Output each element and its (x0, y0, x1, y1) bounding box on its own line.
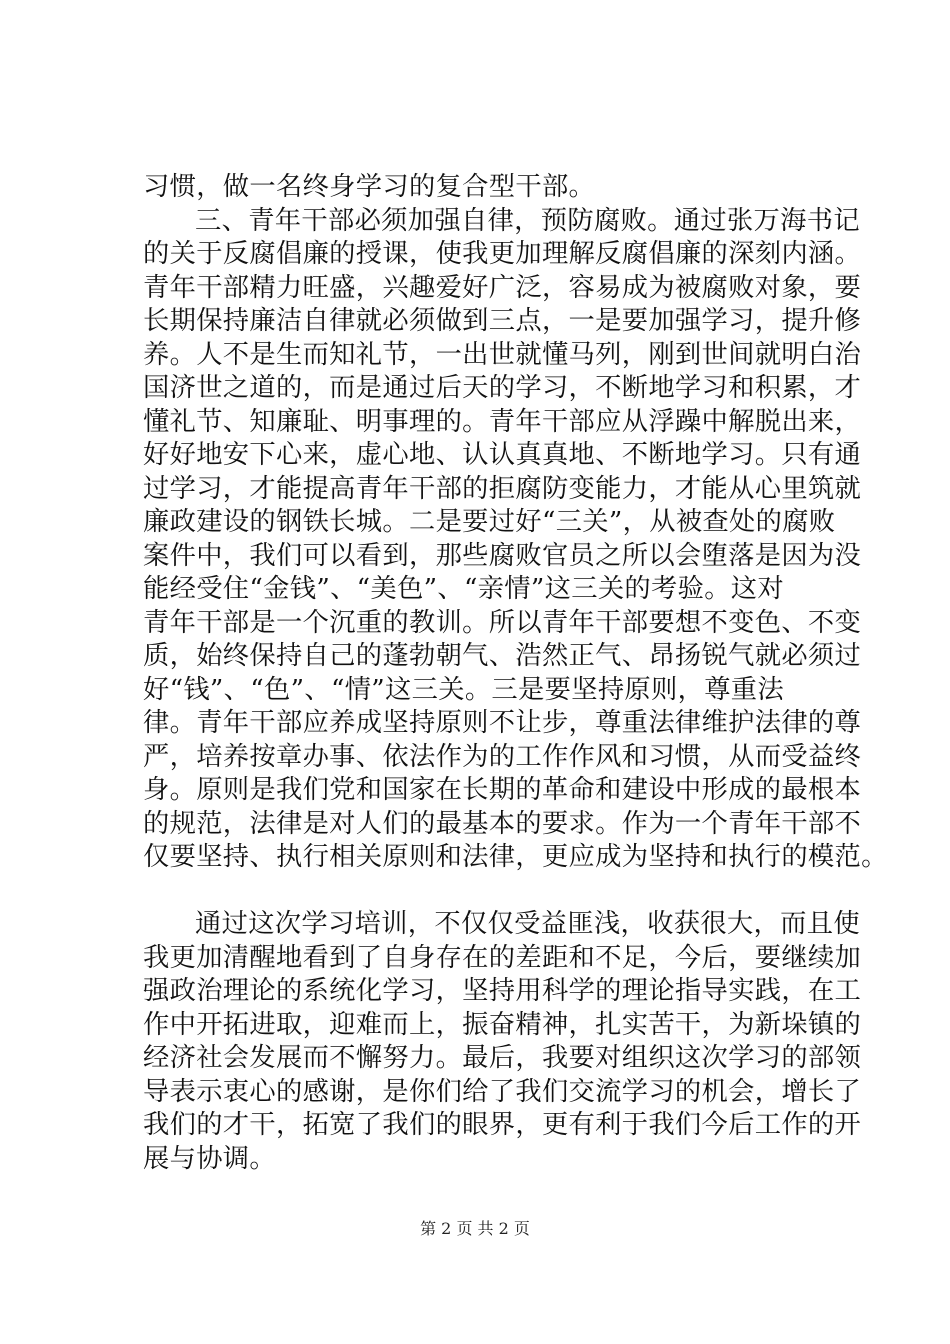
text-line: 长期保持廉洁自律就必须做到三点，一是要加强学习，提升修 (143, 306, 862, 336)
text-line: 养。人不是生而知礼节，一出世就懂马列，刚到世间就明白治 (143, 339, 862, 370)
text-line: 经济社会发展而不懈努力。最后，我要对组织这次学习的部领 (143, 1043, 862, 1073)
text-line: 严，培养按章办事、依法作为的工作作风和习惯，从而受益终 (143, 741, 862, 772)
text-line: 通过这次学习培训，不仅仅受益匪浅，收获很大，而且使 (195, 909, 860, 939)
text-line: 我们的才干，拓宽了我们的眼界，更有利于我们今后工作的开 (143, 1110, 862, 1140)
text-line: 过学习，才能提高青年干部的拒腐防变能力，才能从心里筑就 (143, 473, 862, 504)
text-line: 展与协调。 (143, 1143, 276, 1174)
paragraph (143, 205, 888, 875)
text-line: 三、青年干部必须加强自律，预防腐败。通过张万海书记 (195, 205, 860, 236)
text-line: 好好地安下心来，虚心地、认认真真地、不断地学习。只有通 (143, 440, 862, 470)
text-line: 廉政建设的钢铁长城。二是要过好“三关”，从被查处的腐败 (143, 507, 836, 537)
text-line: 的关于反腐倡廉的授课，使我更加理解反腐倡廉的深刻内涵。 (143, 239, 862, 269)
text-line: 能经受住“金钱”、“美色”、“亲情”这三关的考验。这对 (143, 574, 784, 604)
text-line: 身。原则是我们党和国家在长期的革命和建设中形成的最根本 (143, 775, 862, 805)
text-line: 强政治理论的系统化学习，坚持用科学的理论指导实践，在工 (143, 976, 862, 1006)
text-line: 懂礼节、知廉耻、明事理的。青年干部应从浮躁中解脱出来， (143, 406, 862, 437)
text-line: 作中开拓进取，迎难而上，振奋精神，扎实苦干，为新垛镇的 (143, 1009, 862, 1040)
page-number-footer: 第 2 页 共 2 页 (420, 1219, 530, 1238)
paragraph (143, 908, 863, 1176)
text-line: 案件中，我们可以看到，那些腐败官员之所以会堕落是因为没 (143, 540, 862, 571)
text-line: 的规范，法律是对人们的最基本的要求。作为一个青年干部不 (143, 808, 862, 839)
text-line: 青年干部是一个沉重的教训。所以青年干部要想不变色、不变 (143, 607, 862, 638)
paragraph (143, 171, 863, 205)
text-line: 青年干部精力旺盛，兴趣爱好广泛，容易成为被腐败对象，要 (143, 272, 862, 303)
paragraph-spacer (143, 875, 863, 909)
text-line: 质，始终保持自己的蓬勃朝气、浩然正气、昂扬锐气就必须过 (143, 641, 862, 671)
text-line: 好“钱”、“色”、“情”这三关。三是要坚持原则，尊重法 (143, 674, 784, 705)
text-line: 律。青年干部应养成坚持原则不让步，尊重法律维护法律的尊 (143, 708, 862, 738)
text-line: 国济世之道的，而是通过后天的学习，不断地学习和积累，才 (143, 373, 862, 403)
text-line: 习惯，做一名终身学习的复合型干部。 (143, 172, 596, 202)
document-body (143, 171, 888, 1176)
text-line: 仅要坚持、执行相关原则和法律，更应成为坚持和执行的模范。 (143, 842, 888, 872)
text-line: 导表示衷心的感谢，是你们给了我们交流学习的机会，增长了 (143, 1076, 862, 1107)
text-line: 我更加清醒地看到了自身存在的差距和不足，今后，要继续加 (143, 942, 862, 973)
